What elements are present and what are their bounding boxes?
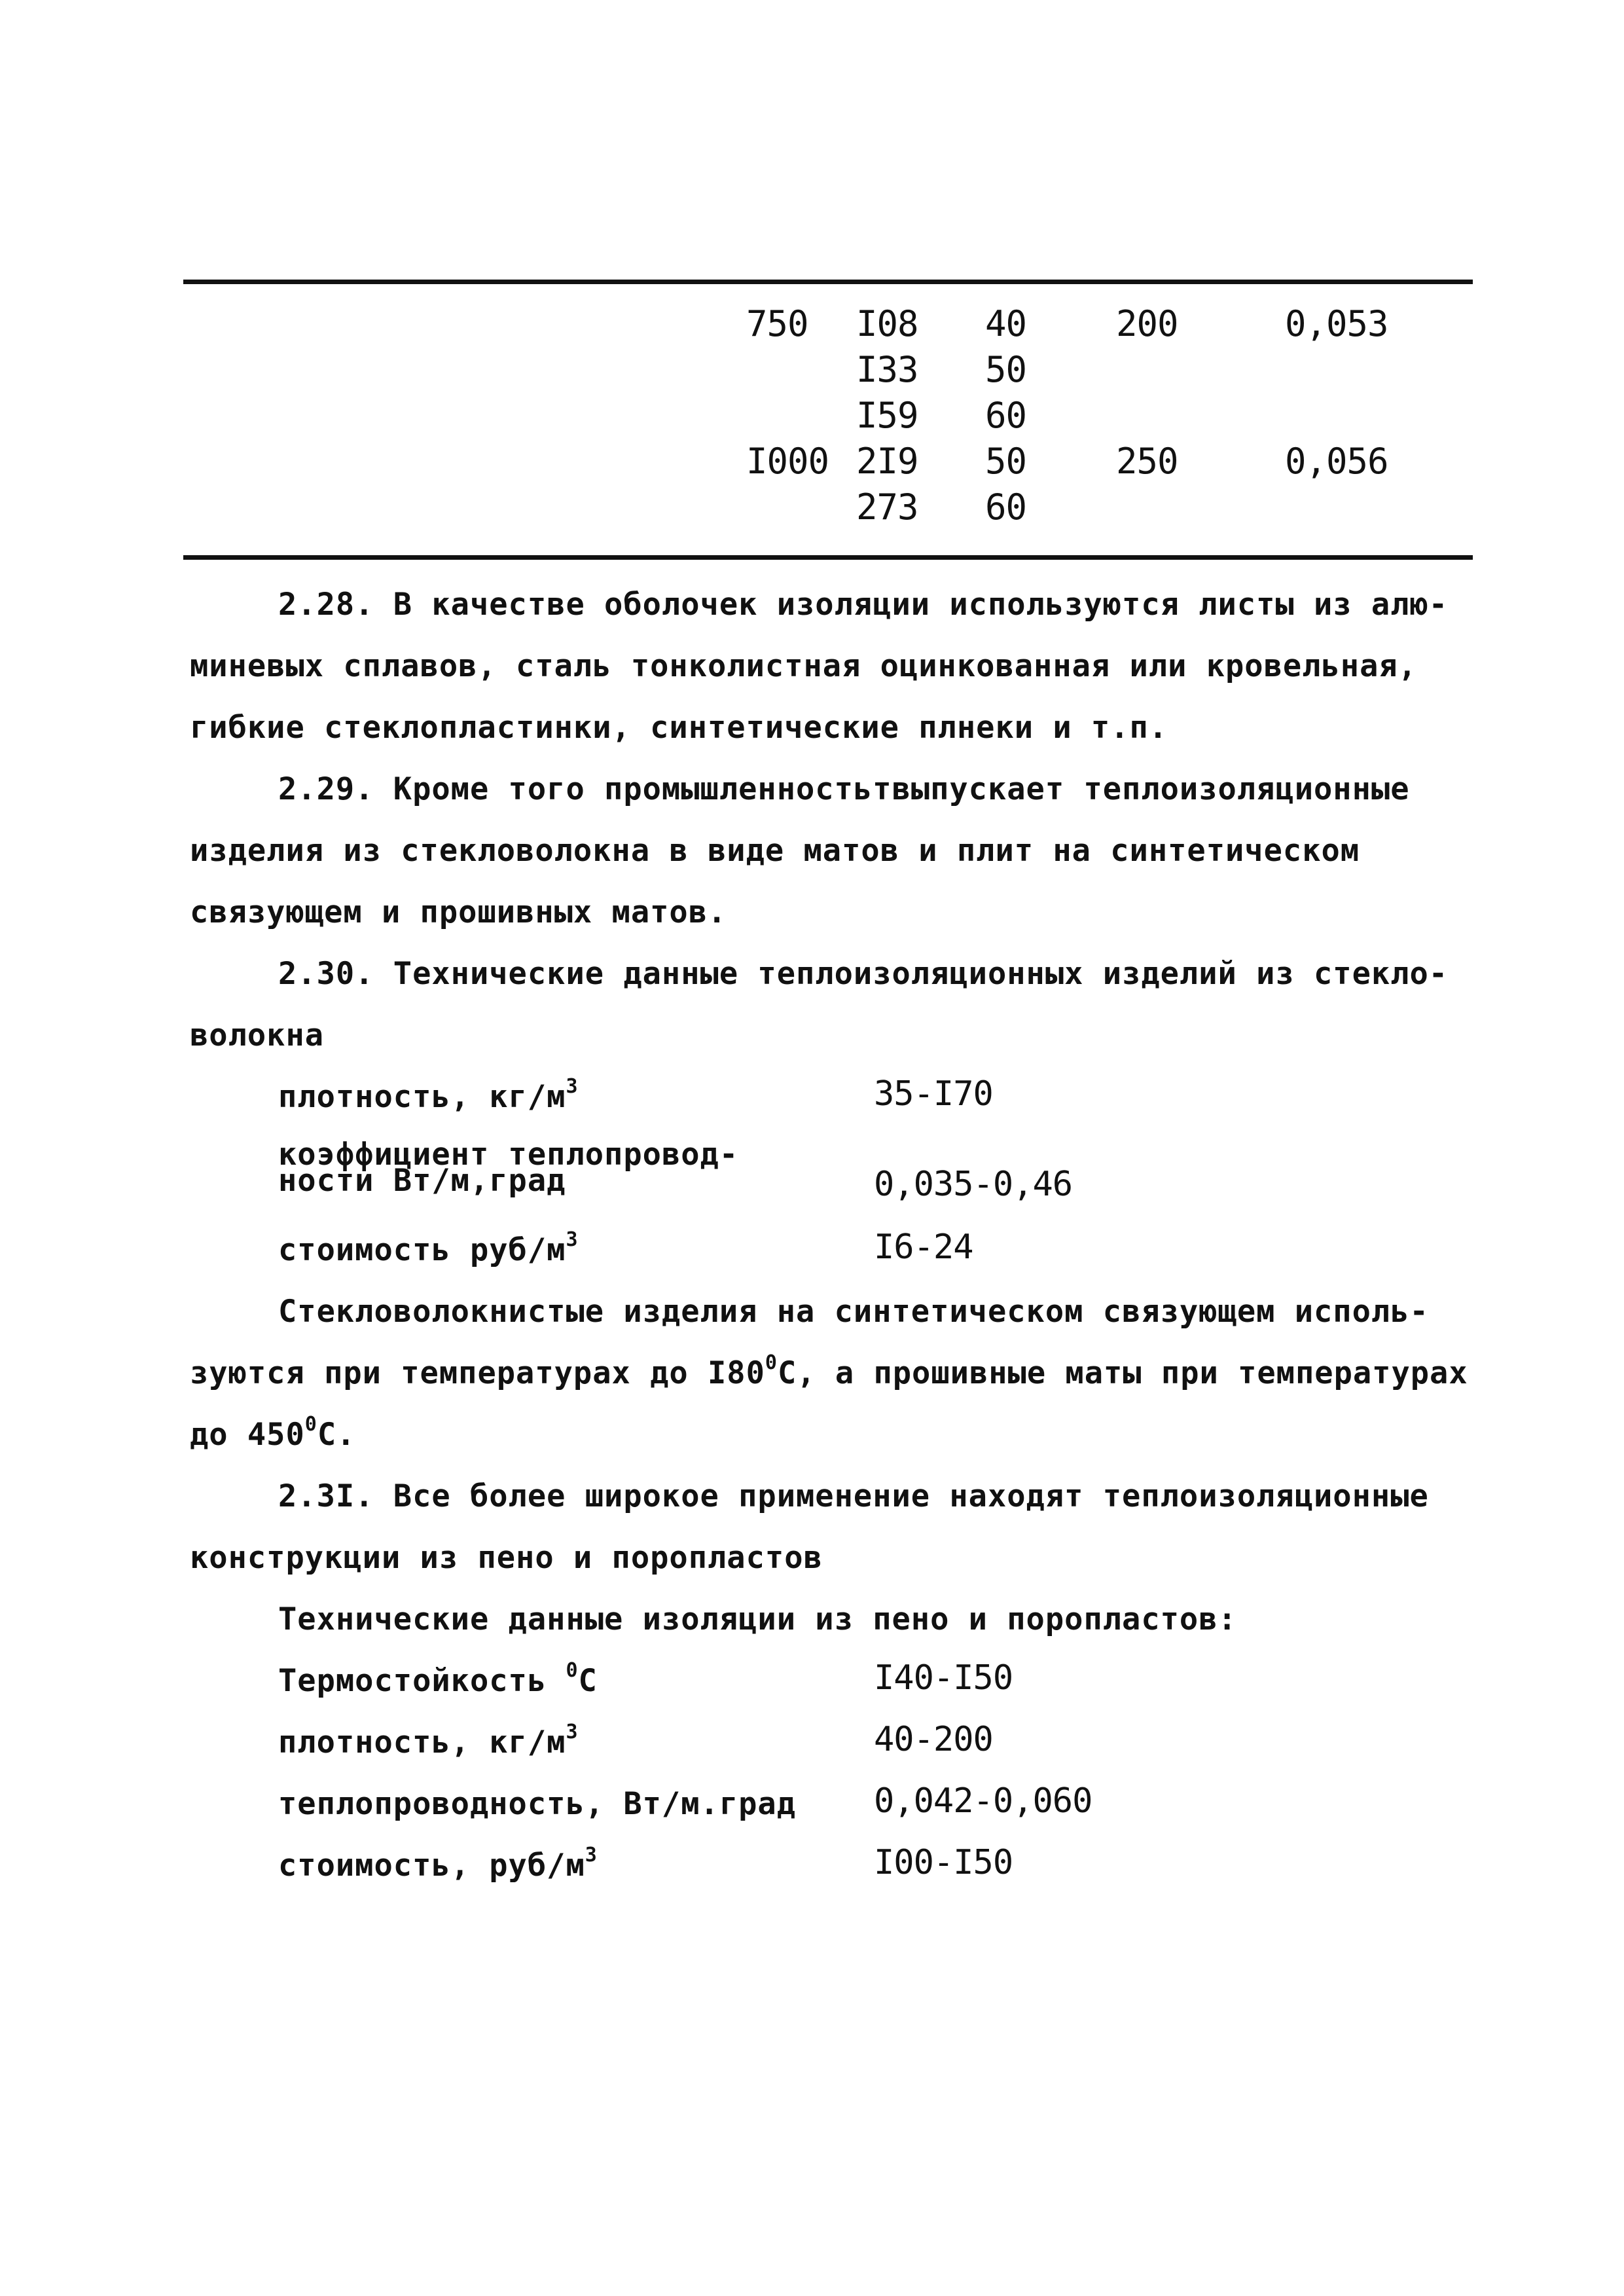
paragraph-2-30-line: 2.30. Технические данные теплоизоляционных изделий из стекло- — [278, 956, 1449, 992]
table-cell: I33 — [856, 349, 918, 390]
cost-label — [278, 1228, 579, 1268]
paragraph-2-29-line: связующем и прошивных матов. — [190, 894, 727, 930]
cost-value: I6-24 — [874, 1228, 973, 1267]
cost-label-text: стоимость руб/м — [278, 1232, 566, 1268]
fiber-text: до 450 — [190, 1417, 305, 1453]
conductivity-label — [278, 1137, 739, 1199]
paragraph-2-31-line: конструкции из пено и поропластов — [190, 1540, 823, 1576]
superscript: 3 — [585, 1844, 598, 1867]
table-cell: 200 — [1116, 303, 1178, 344]
fiber-paragraph-line — [190, 1413, 356, 1453]
fiber-text: С, а прошивные маты при температурах — [777, 1355, 1468, 1391]
table-top-rule — [183, 280, 1473, 284]
paragraph-2-28-line: миневых сплавов, сталь тонколистная оцинкованная или кровельная, — [190, 648, 1417, 684]
conductivity-label-line: коэффициент теплопровод- — [278, 1137, 739, 1173]
table-cell: 50 — [985, 349, 1027, 390]
paragraph-2-31-line: 2.3I. Все более широкое применение находят теплоизоляционные — [278, 1478, 1429, 1514]
heat-unit: С — [578, 1663, 598, 1699]
density-label-text: плотность, кг/м — [278, 1079, 566, 1115]
fiber-text: С. — [317, 1417, 356, 1453]
foam-cost-label-text: стоимость, руб/м — [278, 1848, 585, 1884]
table-cell: 273 — [856, 486, 918, 528]
table-bottom-rule — [183, 555, 1473, 560]
table-cell: 60 — [985, 395, 1027, 436]
table-cell: I000 — [746, 441, 829, 482]
conductivity-label-line: ности Вт/м,град — [278, 1163, 566, 1199]
paragraph-2-28-line: гибкие стеклопластинки, синтетические плнеки и т.п. — [190, 710, 1168, 746]
foam-density-value: 40-200 — [874, 1720, 993, 1759]
foam-cost-value: I00-I50 — [874, 1843, 1013, 1882]
foam-conductivity-value: 0,042-0,060 — [874, 1781, 1092, 1821]
table-cell: 250 — [1116, 441, 1178, 482]
fiber-paragraph-line — [190, 1351, 1468, 1391]
degree-superscript: 0 — [765, 1351, 778, 1374]
table-cell: 50 — [985, 441, 1027, 482]
table-cell: 750 — [746, 303, 808, 344]
degree-superscript: 0 — [566, 1659, 579, 1682]
heat-resistance-value: I40-I50 — [874, 1658, 1013, 1698]
conductivity-value: 0,035-0,46 — [874, 1165, 1073, 1204]
density-label — [278, 1075, 579, 1115]
superscript: 3 — [566, 1228, 579, 1251]
foam-cost-label — [278, 1844, 598, 1884]
table-cell: 60 — [985, 486, 1027, 528]
paragraph-2-28-line: 2.28. В качестве оболочек изоляции используются листы из алю- — [278, 587, 1449, 623]
table-cell: 40 — [985, 303, 1027, 344]
table-cell: 2I9 — [856, 441, 918, 482]
paragraph-2-31-line: Технические данные изоляции из пено и поропластов: — [278, 1601, 1237, 1637]
fiber-paragraph-line: Стекловолокнистые изделия на синтетическом связующем исполь- — [278, 1294, 1429, 1330]
paragraph-2-29-line: изделия из стекловолокна в виде матов и плит на синтетическом — [190, 833, 1360, 869]
paragraph-2-29-line: 2.29. Кроме того промышленностьтвыпускает теплоизоляционные — [278, 771, 1410, 807]
density-value: 35-I70 — [874, 1074, 993, 1114]
table-cell: I59 — [856, 395, 918, 436]
paragraph-2-30-line: волокна — [190, 1017, 325, 1053]
table-cell: 0,053 — [1285, 303, 1388, 344]
foam-conductivity-label: теплопроводность, Вт/м.град — [278, 1786, 797, 1822]
superscript: 3 — [566, 1721, 579, 1743]
table-cell: 0,056 — [1285, 441, 1388, 482]
heat-label-text: Термостойкость — [278, 1663, 566, 1699]
superscript: 3 — [566, 1075, 579, 1098]
heat-resistance-label — [278, 1659, 598, 1699]
fiber-text: зуются при температурах до I80 — [190, 1355, 765, 1391]
table-cell: I08 — [856, 303, 918, 344]
degree-superscript: 0 — [304, 1413, 317, 1436]
foam-density-label-text: плотность, кг/м — [278, 1724, 566, 1760]
foam-density-label — [278, 1721, 579, 1760]
